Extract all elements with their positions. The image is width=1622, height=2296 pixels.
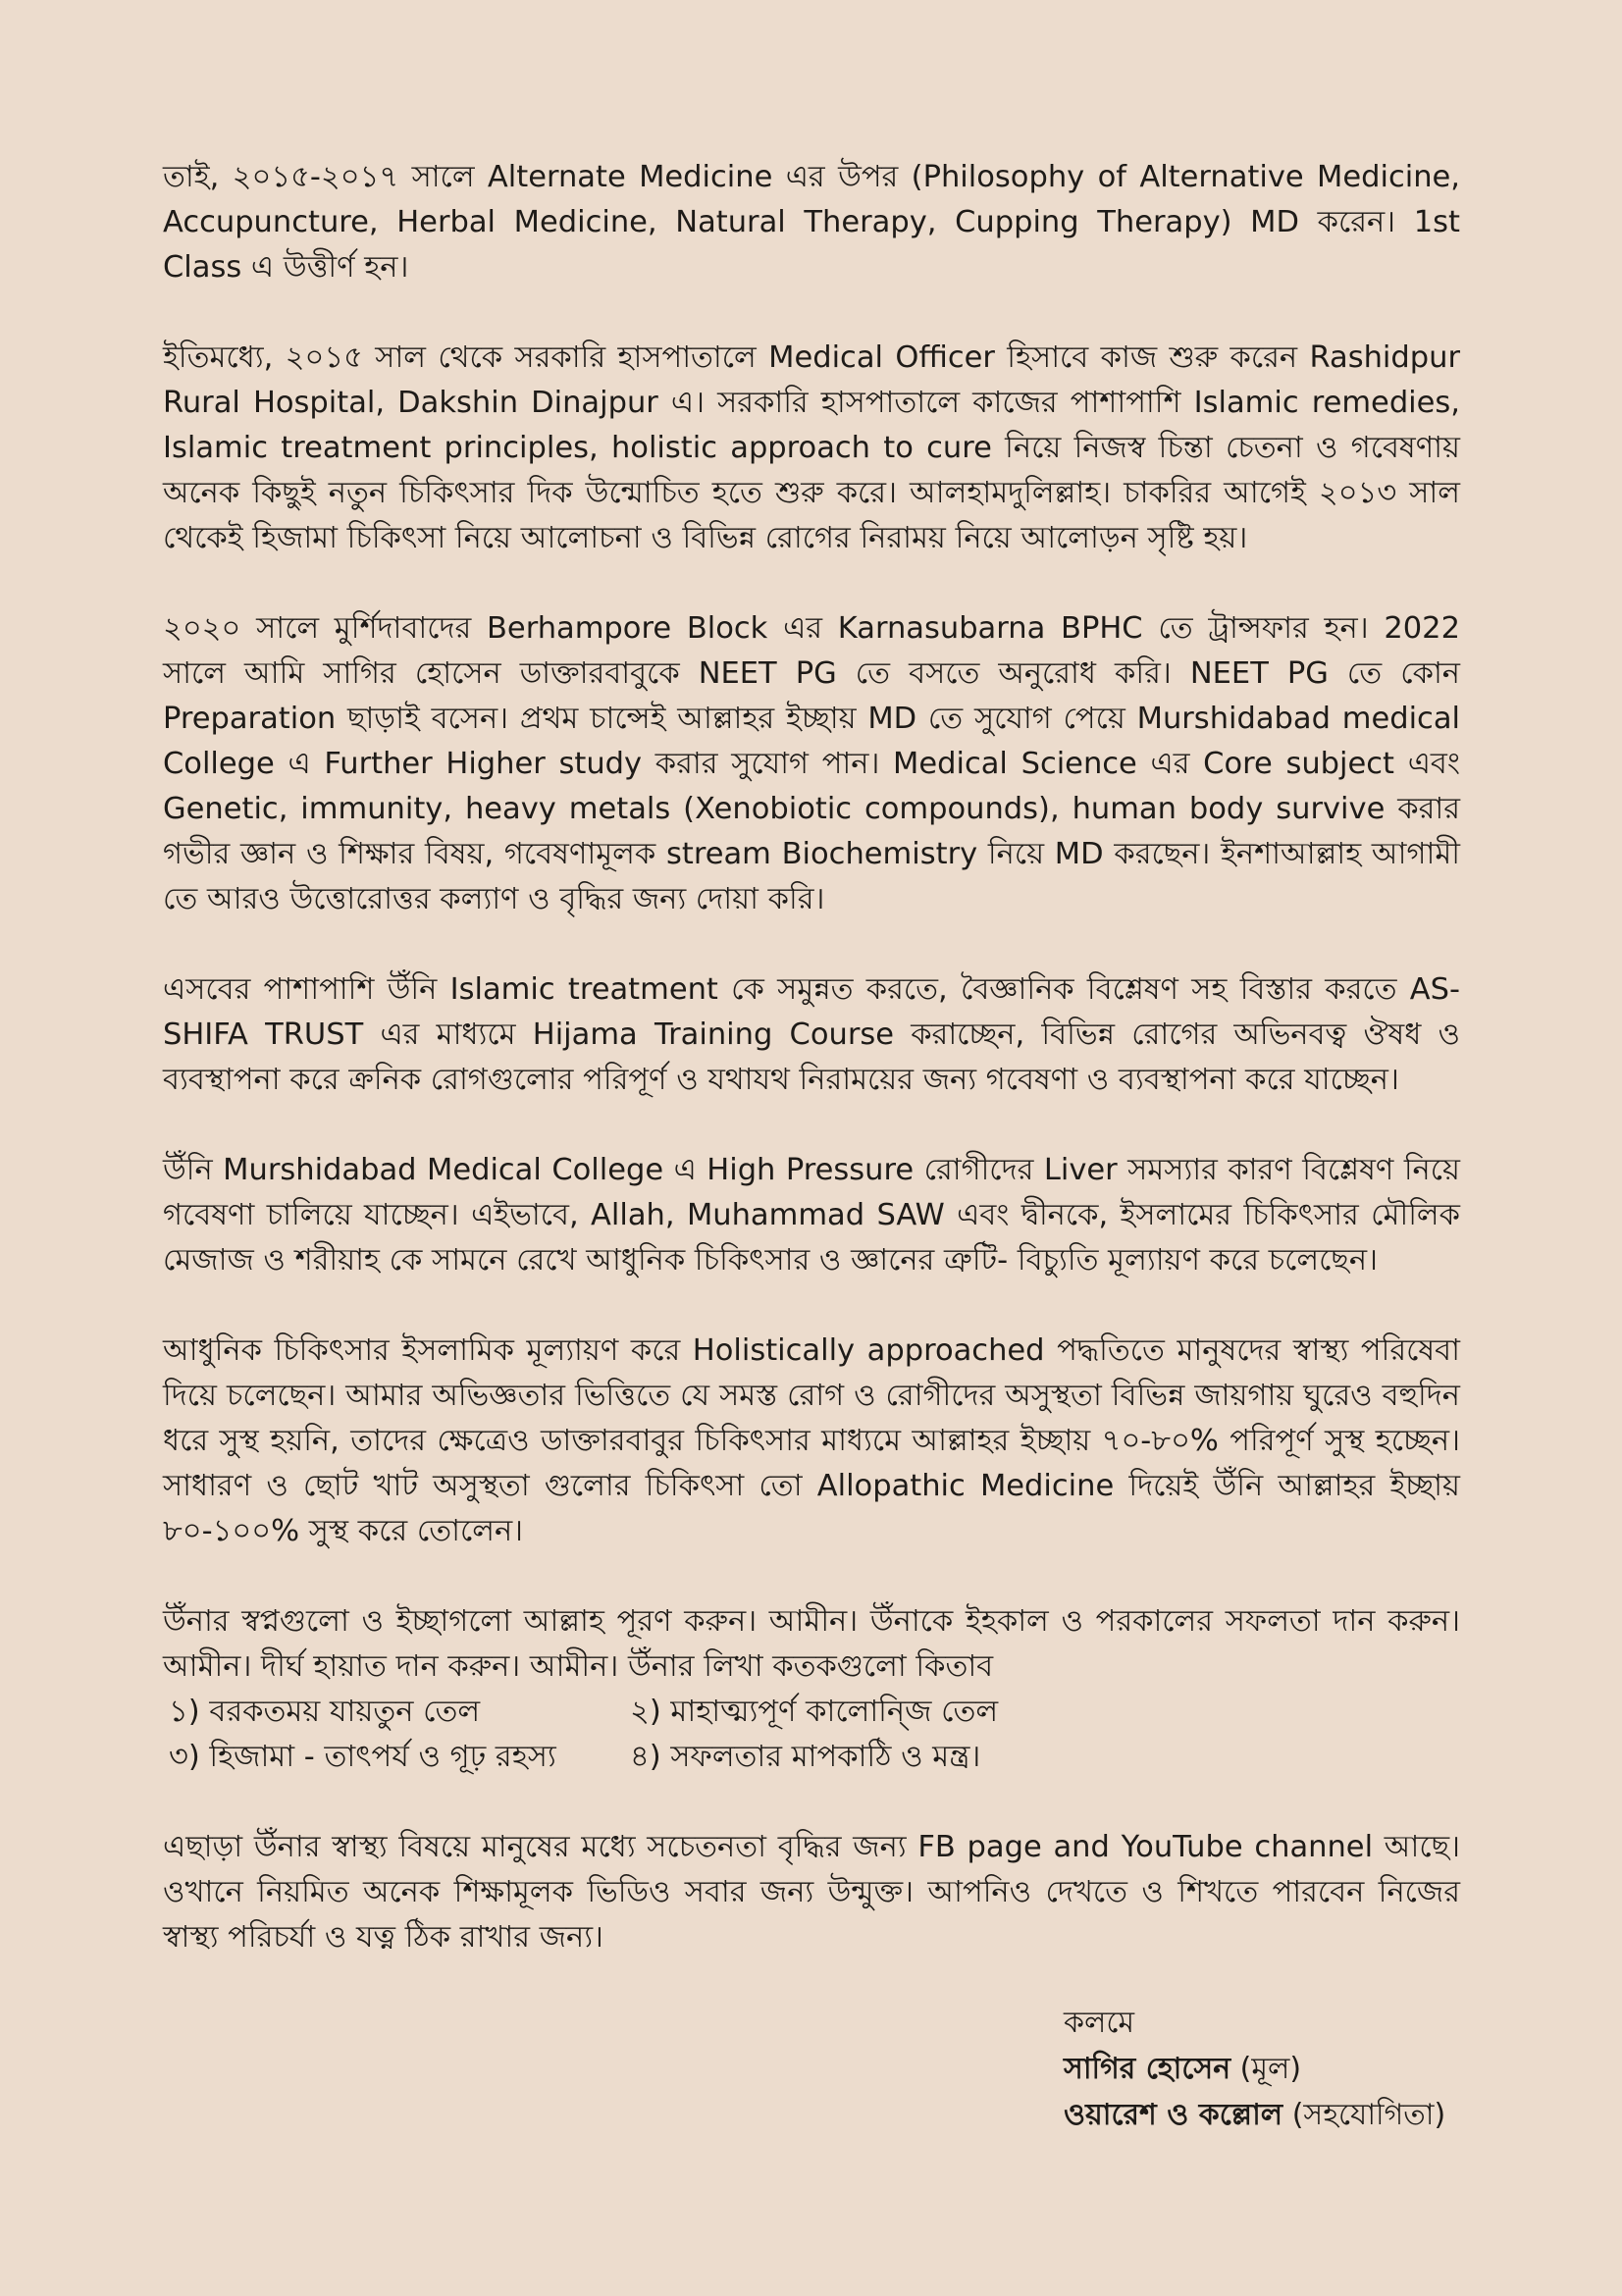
book-item: ৪) সফলতার মাপকাঠি ও মন্ত্র। (630, 1740, 981, 1774)
paragraph-md-alternate-medicine: তাই, ২০১৫-২০১৭ সালে Alternate Medicine এর উপর (Philosophy of Alternative Medicine, Accupuncture, Herbal Medicine, Natural Therapy, Cupping Therapy) MD করেন। 1st Class এ উত্তীর্ণ হন। (163, 160, 1460, 285)
paragraph-holistic-treatment: আধুনিক চিকিৎসার ইসলামিক মূল্যায়ণ করে Holistically approached পদ্ধতিতে মানুষদের স্বাস্থ্য পরিষেবা দিয়ে চলেছেন। আমার অভিজ্ঞতার ভিত্তিতে যে সমস্ত রোগ ও রোগীদের অসুস্থতা বিভিন্ন জায়গায় ঘুরেও বহুদিন ধরে সুস্থ হয়নি, তাদের ক্ষেত্রেও ডাক্তারবাবুর চিকিৎসার মাধ্যমে আল্লাহর ইচ্ছায় ৭০-৮০% পরিপূর্ণ সুস্থ হচ্ছেন। সাধারণ ও ছোট খাট অসুস্থতা গুলোর চিকিৎসা তো Allopathic Medicine দিয়েই উঁনি আল্লাহর ইচ্ছায় ৮০-১০০% সুস্থ করে তোলেন। (163, 1333, 1460, 1548)
paragraph-closing: এছাড়া উঁনার স্বাস্থ্য বিষয়ে মানুষের মধ্যে সচেতনতা বৃদ্ধির জন্য FB page and YouTube channel আছে। ওখানে নিয়মিত অনেক শিক্ষামূলক ভিডিও সবার জন্য উন্মুক্ত। আপনিও দেখতে ও শিখতে পারবেন নিজের স্বাস্থ্য পরিচর্যা ও যত্ন ঠিক রাখার জন্য। (163, 1830, 1460, 1955)
paragraph-hijama-training: এসবের পাশাপাশি উঁনি Islamic treatment কে সমুন্নত করতে, বৈজ্ঞানিক বিশ্লেষণ সহ বিস্তার করতে AS-SHIFA TRUST এর মাধ্যমে Hijama Training Course করাচ্ছেন, বিভিন্ন রোগের অভিনবত্ব ঔষধ ও ব্যবস্থাপনা করে ক্রনিক রোগগুলোর পরিপূর্ণ ও যথাযথ নিরাময়ের জন্য গবেষণা ও ব্যবস্থাপনা করে যাচ্ছেন। (163, 972, 1460, 1097)
book-item: ৩) হিজামা - তাৎপর্য ও গূঢ় রহস্য (169, 1740, 556, 1774)
signature-coauthor-line (1064, 2092, 1515, 2138)
document-body (163, 155, 1460, 2006)
book-list-row (163, 1735, 1460, 1780)
paragraph-neet-pg: ২০২০ সালে মুর্শিদাবাদের Berhampore Block এর Karnasubarna BPHC তে ট্রান্সফার হন। 2022 সালে আমি সাগির হোসেন ডাক্তারবাবুকে NEET PG তে বসতে অনুরোধ করি। NEET PG তে কোন Preparation ছাড়াই বসেন। প্রথম চান্সেই আল্লাহর ইচ্ছায় MD তে সুযোগ পেয়ে Murshidabad medical College এ Further Higher study করার সুযোগ পান। Medical Science এর Core subject এবং Genetic, immunity, heavy metals (Xenobiotic compounds), human body survive করার গভীর জ্ঞান ও শিক্ষার বিষয়, গবেষণামূলক stream Biochemistry নিয়ে MD করছেন। ইনশাআল্লাহ আগামী তে আরও উত্তোরোত্তর কল্যাণ ও বৃদ্ধির জন্য দোয়া করি। (163, 611, 1460, 916)
paragraph-prayer-books-intro: উঁনার স্বপ্নগুলো ও ইচ্ছাগলো আল্লাহ পূরণ করুন। আমীন। উঁনাকে ইহকাল ও পরকালের সফলতা দান করুন। আমীন। দীর্ঘ হায়াত দান করুন। আমীন। উঁনার লিখা কতকগুলো কিতাব (163, 1604, 1460, 1684)
signature-label: কলমে (1064, 2006, 1135, 2040)
book-list (163, 1690, 1460, 1780)
author-name: সাগির হোসেন (1064, 2052, 1231, 2086)
author-role: (মূল) (1239, 2052, 1302, 2086)
signature-author-line (1064, 2046, 1515, 2092)
coauthor-role: (সহযোগিতা) (1291, 2098, 1446, 2132)
book-item: ১) বরকতময় যায়তুন তেল (169, 1695, 481, 1729)
coauthor-name: ওয়ারেশ ও কল্লোল (1064, 2098, 1283, 2132)
paragraph-medical-officer: ইতিমধ্যে, ২০১৫ সাল থেকে সরকারি হাসপাতালে Medical Officer হিসাবে কাজ শুরু করেন Rashidpur Rural Hospital, Dakshin Dinajpur এ। সরকারি হাসপাতালে কাজের পাশাপাশি Islamic remedies, Islamic treatment principles, holistic approach to cure নিয়ে নিজস্ব চিন্তা চেতনা ও গবেষণায় অনেক কিছুই নতুন চিকিৎসার দিক উন্মোচিত হতে শুরু করে। আলহামদুলিল্লাহ। চাকরির আগেই ২০১৩ সাল থেকেই হিজামা চিকিৎসা নিয়ে আলোচনা ও বিভিন্ন রোগের নিরাময় নিয়ে আলোড়ন সৃষ্টি হয়। (163, 340, 1460, 555)
book-item: ২) মাহাত্ম্যপূর্ণ কালোন্জি তেল (630, 1695, 999, 1729)
book-list-row (163, 1690, 1460, 1735)
signature-block (1064, 2000, 1515, 2138)
paragraph-research: উঁনি Murshidabad Medical College এ High Pressure রোগীদের Liver সমস্যার কারণ বিশ্লেষণ নিয়ে গবেষণা চালিয়ে যাচ্ছেন। এইভাবে, Allah, Muhammad SAW এবং দ্বীনকে, ইসলামের চিকিৎসার মৌলিক মেজাজ ও শরীয়াহ কে সামনে রেখে আধুনিক চিকিৎসার ও জ্ঞানের ত্রুটি- বিচ্যুতি মূল্যায়ণ করে চলেছেন। (163, 1153, 1460, 1278)
